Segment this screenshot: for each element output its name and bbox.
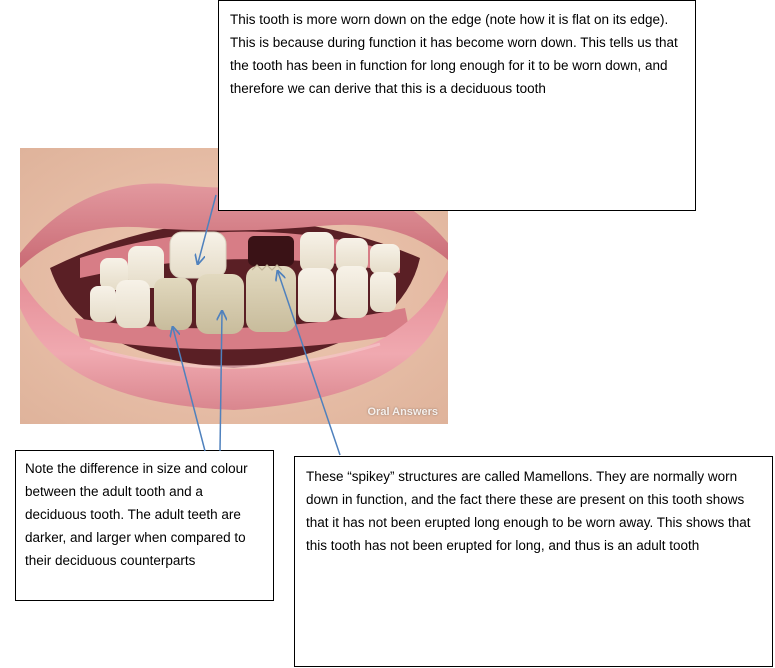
callout-mamellons bbox=[294, 456, 773, 667]
callout-worn-edge-text: This tooth is more worn down on the edge (note how it is flat on its edge). This is because during function it has become worn down. This tells us that the tooth has been in function for long enough for it to be worn down, and therefore we can derive that this is a deciduous tooth bbox=[230, 12, 678, 96]
callout-worn-edge bbox=[218, 0, 696, 211]
callout-size-colour bbox=[15, 450, 274, 601]
photo-watermark: Oral Answers bbox=[367, 406, 438, 418]
callout-mamellons-text: These “spikey” structures are called Mamellons. They are normally worn down in function, and the fact there these are present on this tooth shows that it has not been erupted long enough to be worn away. This shows that this tooth has not been erupted for long, and thus is an adult tooth bbox=[306, 469, 751, 553]
callout-size-colour-text: Note the difference in size and colour between the adult tooth and a deciduous tooth. The adult teeth are darker, and larger when compared to their deciduous counterparts bbox=[25, 461, 248, 568]
